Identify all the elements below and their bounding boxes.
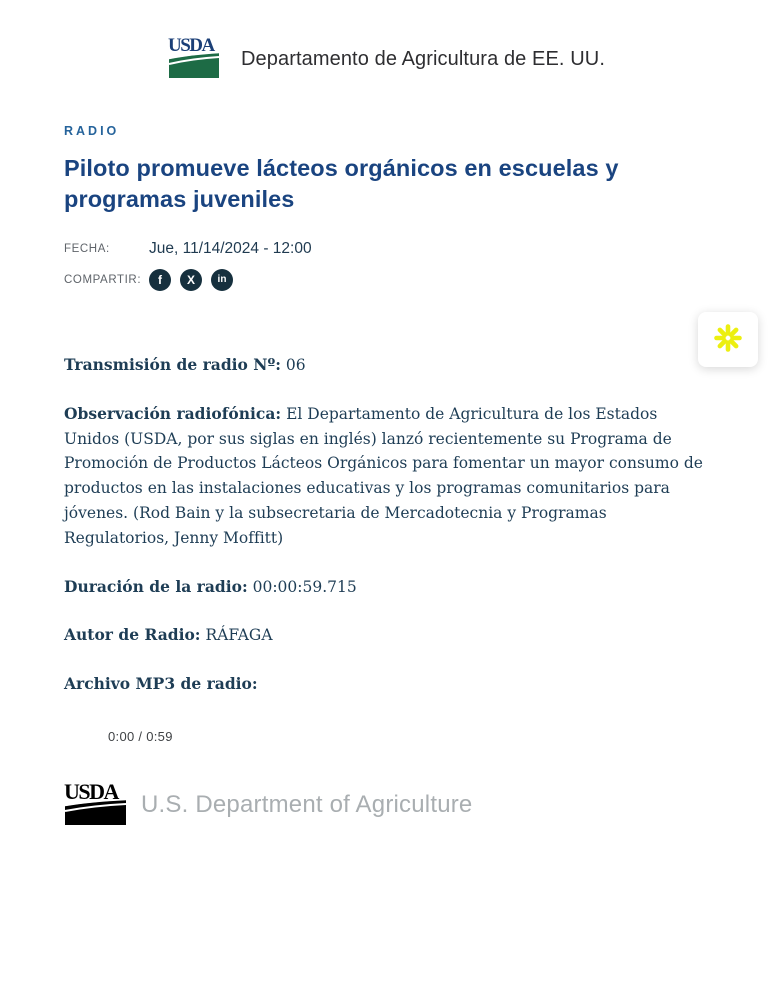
field-mp3-file — [64, 672, 709, 697]
footer-agency-name: U.S. Department of Agriculture — [141, 791, 473, 819]
date-value: Jue, 11/14/2024 - 12:00 — [149, 240, 312, 257]
article — [64, 124, 709, 753]
facebook-glyph: f — [158, 273, 162, 287]
site-footer — [64, 780, 773, 831]
site-header — [0, 0, 773, 85]
linkedin-icon[interactable] — [211, 269, 233, 291]
svg-text:USDA: USDA — [168, 35, 214, 56]
field-label: Autor de Radio: — [64, 625, 201, 645]
field-label: Observación radiofónica: — [64, 403, 282, 423]
usda-logo-icon — [168, 34, 220, 85]
content-type-kicker: RADIO — [64, 124, 120, 138]
article-body — [64, 353, 709, 697]
linkedin-glyph: in — [217, 274, 227, 285]
x-twitter-icon[interactable] — [180, 269, 202, 291]
x-glyph: X — [186, 273, 195, 287]
date-row — [64, 238, 709, 260]
header-agency-name: Departamento de Agricultura de EE. UU. — [241, 48, 605, 70]
facebook-icon[interactable] — [149, 269, 171, 291]
field-value: RÁFAGA — [205, 626, 273, 645]
usda-footer-logo-icon — [64, 780, 127, 831]
share-icons — [149, 269, 233, 291]
field-broadcast-number — [64, 353, 709, 378]
field-label: Archivo MP3 de radio: — [64, 674, 258, 694]
field-radio-author — [64, 623, 709, 648]
page-title: Piloto promueve lácteos orgánicos en escuelas y programas juveniles — [64, 155, 619, 212]
svg-text:USDA: USDA — [64, 779, 118, 804]
field-radio-remark — [64, 402, 709, 551]
asterisk-burst-icon — [713, 323, 743, 356]
field-radio-duration — [64, 575, 709, 600]
field-label: Duración de la radio: — [64, 576, 248, 596]
field-value: El Departamento de Agricultura de los Estados Unidos (USDA, por sus siglas en inglés) lanzó recientemente su Programa de Promoción de Productos Lácteos Orgánicos para fomentar un mayor consumo de productos en las instalaciones educativas y los programas comunitarios para jóvenes. (Rod Bain y la subsecretaria de Mercadotecnia y Programas Regulatorios, Jenny Moffitt) — [64, 404, 703, 547]
share-label: COMPARTIR: — [64, 274, 142, 286]
audio-player[interactable] — [64, 721, 709, 753]
field-value: 00:00:59.715 — [252, 577, 357, 596]
field-value: 06 — [285, 356, 306, 374]
share-row — [64, 269, 709, 291]
audio-time-display: 0:00 / 0:59 — [108, 729, 173, 745]
field-label: Transmisión de radio Nº: — [64, 355, 281, 374]
feedback-button[interactable] — [698, 312, 758, 367]
date-label: FECHA: — [64, 243, 110, 255]
article-meta — [64, 238, 709, 291]
